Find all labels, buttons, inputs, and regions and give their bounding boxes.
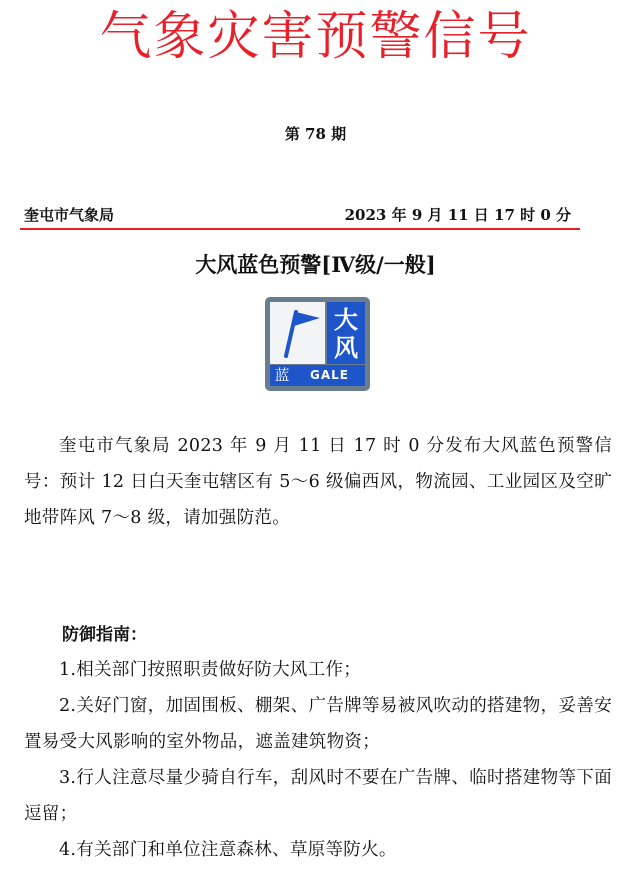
guide-item: 2.关好门窗，加固围板、棚架、广告牌等易被风吹动的搭建物，妥善安置易受大风影响的室外物品，遮盖建筑物资； <box>24 696 612 752</box>
document-headline: 气象灾害预警信号 <box>99 7 532 67</box>
issue-number: 第 78 期 <box>284 125 347 143</box>
gale-code: GALE <box>310 368 349 382</box>
warning-title: 大风蓝色预警[Ⅳ级/一般] <box>195 252 436 277</box>
level-character: 蓝 <box>274 366 290 384</box>
issue-datetime: 2023 年 9 月 11 日 17 时 0 分 <box>344 206 571 224</box>
issuer-name: 奎屯市气象局 <box>24 206 115 224</box>
gale-characters <box>327 302 365 364</box>
gale-blue-warning-icon <box>265 297 370 391</box>
flag-panel <box>270 302 325 364</box>
guide-item: 1.相关部门按照职责做好防大风工作； <box>59 660 362 680</box>
gale-char-1: 大 <box>334 306 358 334</box>
guide-item: 3.行人注意尽量少骑自行车，刮风时不要在广告牌、临时搭建物等下面逗留； <box>24 768 612 824</box>
guide-heading: 防御指南： <box>62 625 147 645</box>
gale-char-2: 风 <box>334 334 358 362</box>
header-divider <box>20 228 580 230</box>
warning-body: 奎屯市气象局 2023 年 9 月 11 日 17 时 0 分发布大风蓝色预警信号：预计 12 日白天奎屯辖区有 5～6 级偏西风，物流园、工业园区及空旷地带阵风 7～8 级，请加强防范。 <box>24 436 612 528</box>
icon-footer <box>270 365 365 386</box>
wind-flag-icon <box>270 302 325 364</box>
guide-item: 4.有关部门和单位注意森林、草原等防火。 <box>59 840 397 860</box>
guide-list <box>24 652 612 868</box>
